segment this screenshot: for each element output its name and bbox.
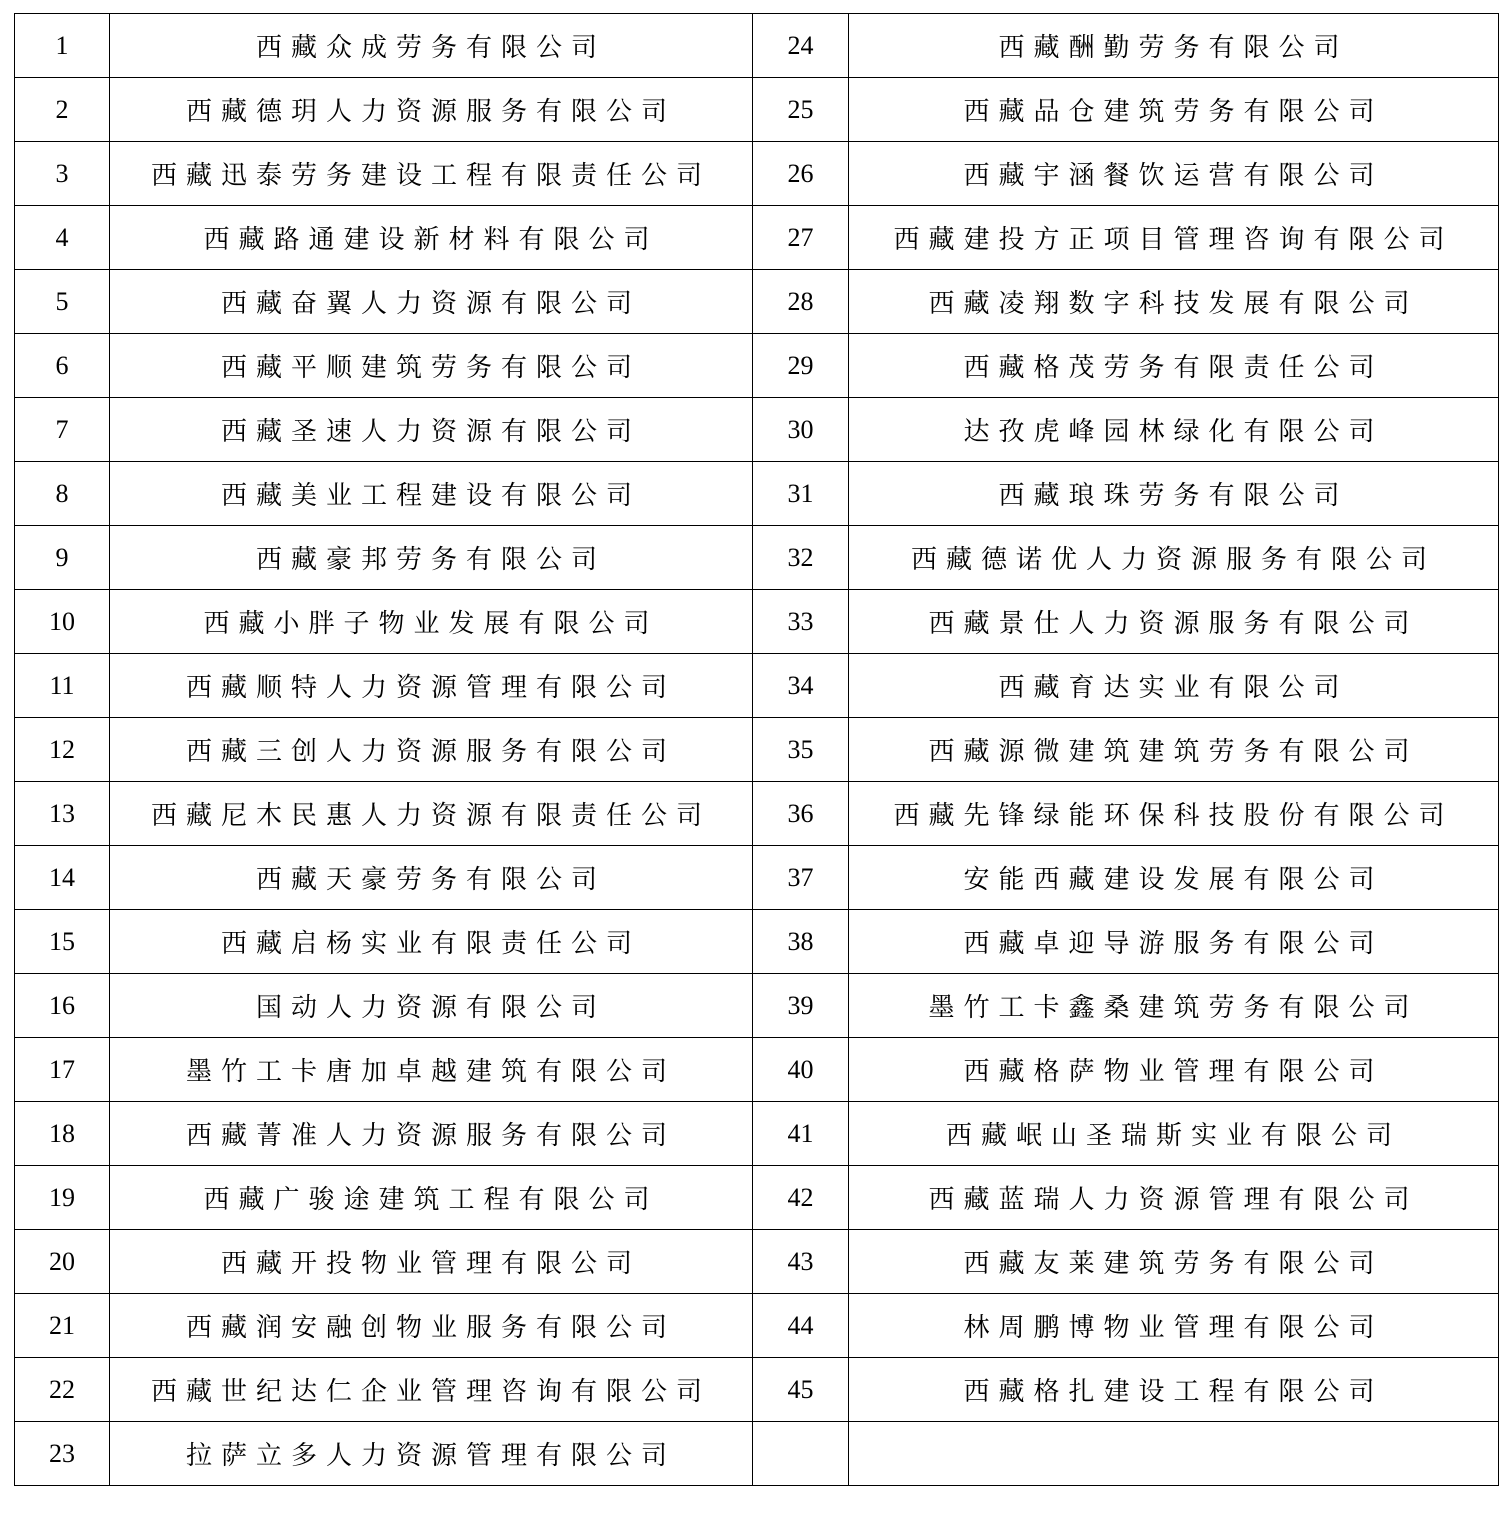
company-name: 西藏岷山圣瑞斯实业有限公司 — [849, 1102, 1499, 1166]
company-name: 西藏平顺建筑劳务有限公司 — [110, 334, 753, 398]
table-row — [15, 910, 1499, 974]
table-row — [15, 1102, 1499, 1166]
company-name: 墨竹工卡唐加卓越建筑有限公司 — [110, 1038, 753, 1102]
empty-cell — [753, 1422, 849, 1486]
company-name: 西藏友莱建筑劳务有限公司 — [849, 1230, 1499, 1294]
table-row — [15, 1038, 1499, 1102]
company-name: 林周鹏博物业管理有限公司 — [849, 1294, 1499, 1358]
empty-cell — [849, 1422, 1499, 1486]
row-number: 2 — [15, 78, 110, 142]
table-row — [15, 398, 1499, 462]
table-row — [15, 14, 1499, 78]
company-name: 拉萨立多人力资源管理有限公司 — [110, 1422, 753, 1486]
row-number: 37 — [753, 846, 849, 910]
company-name: 西藏菁准人力资源服务有限公司 — [110, 1102, 753, 1166]
company-name: 西藏天豪劳务有限公司 — [110, 846, 753, 910]
company-name: 西藏景仕人力资源服务有限公司 — [849, 590, 1499, 654]
row-number: 35 — [753, 718, 849, 782]
company-name: 西藏尼木民惠人力资源有限责任公司 — [110, 782, 753, 846]
company-list-table — [14, 13, 1499, 1486]
row-number: 26 — [753, 142, 849, 206]
table-row — [15, 206, 1499, 270]
row-number: 10 — [15, 590, 110, 654]
row-number: 45 — [753, 1358, 849, 1422]
company-name: 西藏凌翔数字科技发展有限公司 — [849, 270, 1499, 334]
row-number: 19 — [15, 1166, 110, 1230]
row-number: 15 — [15, 910, 110, 974]
company-name: 西藏卓迎导游服务有限公司 — [849, 910, 1499, 974]
table-row — [15, 462, 1499, 526]
company-name: 西藏路通建设新材料有限公司 — [110, 206, 753, 270]
company-name: 国动人力资源有限公司 — [110, 974, 753, 1038]
company-name: 西藏润安融创物业服务有限公司 — [110, 1294, 753, 1358]
row-number: 28 — [753, 270, 849, 334]
company-name: 西藏育达实业有限公司 — [849, 654, 1499, 718]
row-number: 38 — [753, 910, 849, 974]
company-name: 西藏小胖子物业发展有限公司 — [110, 590, 753, 654]
company-name: 西藏顺特人力资源管理有限公司 — [110, 654, 753, 718]
table-row — [15, 1358, 1499, 1422]
company-name: 西藏品仓建筑劳务有限公司 — [849, 78, 1499, 142]
company-name: 西藏格扎建设工程有限公司 — [849, 1358, 1499, 1422]
company-name: 西藏世纪达仁企业管理咨询有限公司 — [110, 1358, 753, 1422]
table-row — [15, 334, 1499, 398]
table-row — [15, 718, 1499, 782]
row-number: 44 — [753, 1294, 849, 1358]
table-row — [15, 846, 1499, 910]
company-name: 西藏蓝瑞人力资源管理有限公司 — [849, 1166, 1499, 1230]
row-number: 30 — [753, 398, 849, 462]
company-name: 达孜虎峰园林绿化有限公司 — [849, 398, 1499, 462]
table-row — [15, 654, 1499, 718]
row-number: 43 — [753, 1230, 849, 1294]
table-row — [15, 1230, 1499, 1294]
table-row — [15, 1422, 1499, 1486]
row-number: 1 — [15, 14, 110, 78]
row-number: 13 — [15, 782, 110, 846]
table-row — [15, 782, 1499, 846]
row-number: 7 — [15, 398, 110, 462]
row-number: 23 — [15, 1422, 110, 1486]
company-name: 西藏格茂劳务有限责任公司 — [849, 334, 1499, 398]
row-number: 40 — [753, 1038, 849, 1102]
row-number: 21 — [15, 1294, 110, 1358]
row-number: 41 — [753, 1102, 849, 1166]
company-name: 西藏广骏途建筑工程有限公司 — [110, 1166, 753, 1230]
company-name: 西藏美业工程建设有限公司 — [110, 462, 753, 526]
row-number: 24 — [753, 14, 849, 78]
row-number: 32 — [753, 526, 849, 590]
company-name: 西藏迅泰劳务建设工程有限责任公司 — [110, 142, 753, 206]
company-name: 西藏启杨实业有限责任公司 — [110, 910, 753, 974]
table-row — [15, 78, 1499, 142]
company-name: 西藏源微建筑建筑劳务有限公司 — [849, 718, 1499, 782]
row-number: 3 — [15, 142, 110, 206]
company-name: 西藏琅珠劳务有限公司 — [849, 462, 1499, 526]
company-name: 西藏格萨物业管理有限公司 — [849, 1038, 1499, 1102]
company-name: 墨竹工卡鑫桑建筑劳务有限公司 — [849, 974, 1499, 1038]
row-number: 11 — [15, 654, 110, 718]
row-number: 39 — [753, 974, 849, 1038]
row-number: 42 — [753, 1166, 849, 1230]
company-name: 西藏建投方正项目管理咨询有限公司 — [849, 206, 1499, 270]
row-number: 4 — [15, 206, 110, 270]
company-name: 西藏德玥人力资源服务有限公司 — [110, 78, 753, 142]
table-row — [15, 526, 1499, 590]
row-number: 22 — [15, 1358, 110, 1422]
company-name: 西藏豪邦劳务有限公司 — [110, 526, 753, 590]
table-row — [15, 590, 1499, 654]
row-number: 36 — [753, 782, 849, 846]
row-number: 8 — [15, 462, 110, 526]
table-body — [15, 14, 1499, 1486]
company-name: 安能西藏建设发展有限公司 — [849, 846, 1499, 910]
company-name: 西藏三创人力资源服务有限公司 — [110, 718, 753, 782]
row-number: 5 — [15, 270, 110, 334]
row-number: 14 — [15, 846, 110, 910]
row-number: 31 — [753, 462, 849, 526]
row-number: 12 — [15, 718, 110, 782]
company-name: 西藏宇涵餐饮运营有限公司 — [849, 142, 1499, 206]
row-number: 6 — [15, 334, 110, 398]
company-name: 西藏酬勤劳务有限公司 — [849, 14, 1499, 78]
row-number: 34 — [753, 654, 849, 718]
table-row — [15, 142, 1499, 206]
row-number: 16 — [15, 974, 110, 1038]
company-name: 西藏开投物业管理有限公司 — [110, 1230, 753, 1294]
table-row — [15, 1166, 1499, 1230]
company-name: 西藏众成劳务有限公司 — [110, 14, 753, 78]
row-number: 27 — [753, 206, 849, 270]
row-number: 29 — [753, 334, 849, 398]
row-number: 18 — [15, 1102, 110, 1166]
row-number: 25 — [753, 78, 849, 142]
company-name: 西藏德诺优人力资源服务有限公司 — [849, 526, 1499, 590]
row-number: 20 — [15, 1230, 110, 1294]
company-name: 西藏先锋绿能环保科技股份有限公司 — [849, 782, 1499, 846]
table-row — [15, 1294, 1499, 1358]
company-name: 西藏圣速人力资源有限公司 — [110, 398, 753, 462]
company-name: 西藏奋翼人力资源有限公司 — [110, 270, 753, 334]
row-number: 33 — [753, 590, 849, 654]
row-number: 9 — [15, 526, 110, 590]
table-row — [15, 270, 1499, 334]
table-row — [15, 974, 1499, 1038]
row-number: 17 — [15, 1038, 110, 1102]
